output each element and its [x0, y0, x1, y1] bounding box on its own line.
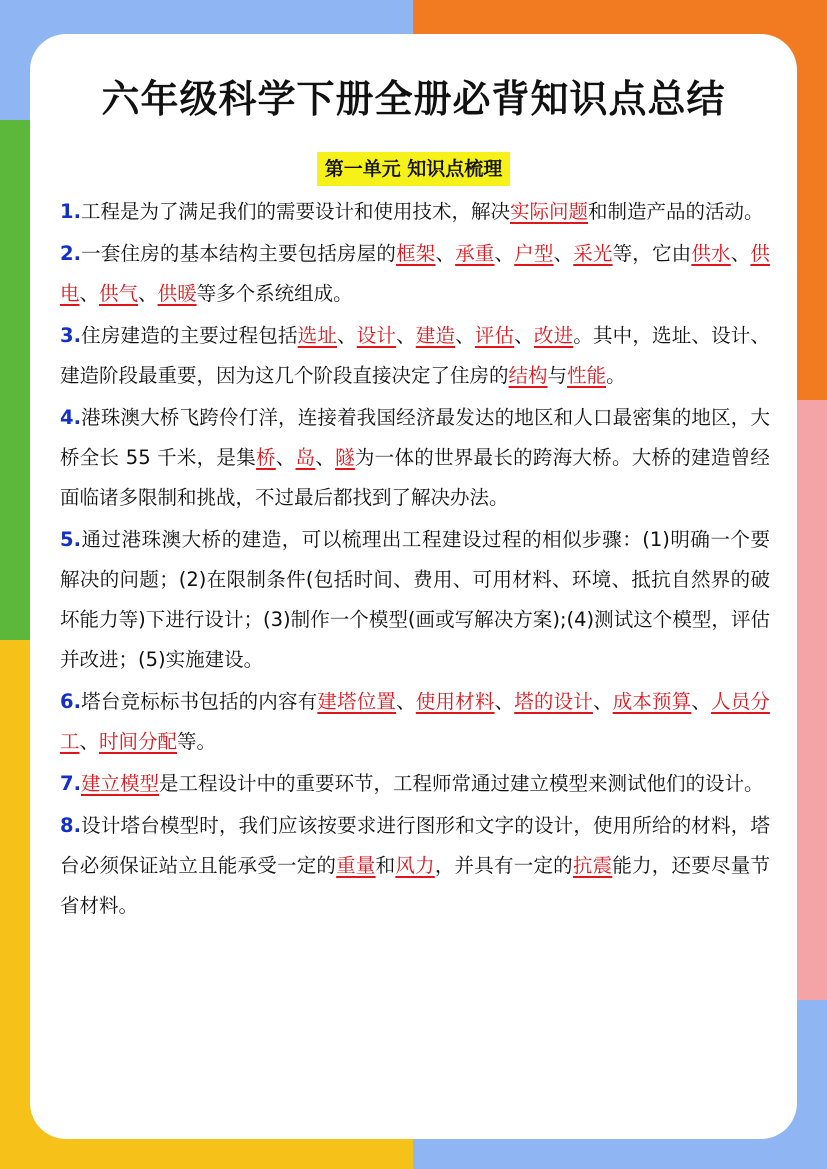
section-heading: [0, 152, 827, 186]
item-text: 、: [514, 324, 534, 347]
knowledge-item: [60, 192, 770, 232]
item-text: 通过港珠澳大桥的建造，可以梳理出工程建设过程的相似步骤：(1)明确一个要解决的问题；(2)在限制条件(包括时间、费用、可用材料、环境、抵抗自然界的破坏能力等)下进行设计；(3)制作一个模型(画或写解决方案);(4)测试这个模型，评估并改进；(5)实施建设。: [60, 528, 770, 671]
item-text: 。其中，选址、设计、建造阶段最重要，因为这几个阶段直接决定了住房的: [60, 324, 770, 387]
item-number: 1.: [60, 200, 81, 223]
key-term: 户型: [514, 242, 554, 265]
key-term: 性能: [567, 364, 607, 387]
item-text: 、: [494, 690, 515, 713]
key-term: 岛: [295, 446, 316, 469]
item-text: 为一体的世界最长的跨海大桥。大桥的建造曾经面临诸多限制和挑战，不过最后都找到了解决办法。: [60, 446, 770, 509]
item-text: 、: [396, 324, 416, 347]
key-term: 风力: [395, 854, 435, 877]
item-text: 、: [691, 690, 712, 713]
key-term: 供水: [691, 242, 731, 265]
key-term: 成本预算: [612, 690, 692, 713]
key-term: 设计: [356, 324, 397, 347]
item-text: 和制造产品的活动。: [588, 200, 764, 223]
key-term: 建造: [415, 324, 456, 347]
item-text: 一套住房的基本结构主要包括房屋的: [80, 242, 397, 265]
key-term: 供气: [99, 282, 139, 305]
item-text: 、: [553, 242, 574, 265]
key-term: 框架: [396, 242, 436, 265]
item-text: 等。: [177, 730, 217, 753]
item-number: 2.: [60, 242, 81, 265]
item-number: 8.: [60, 814, 81, 837]
item-number: 5.: [60, 528, 81, 551]
item-text: 、: [79, 730, 100, 753]
section-label: 第一单元 知识点梳理: [317, 152, 511, 186]
key-term: 使用材料: [415, 690, 495, 713]
item-text: 、: [138, 282, 158, 305]
item-text: 、: [455, 324, 475, 347]
item-text: 、: [396, 690, 416, 713]
key-term: 建立模型: [80, 772, 159, 795]
key-term: 时间分配: [99, 730, 178, 753]
key-term: 人员分工: [60, 690, 770, 753]
item-text: 设计塔台模型时，我们应该按要求进行图形和文字的设计，使用所给的材料，塔台必须保证站立且能承受一定的: [60, 814, 770, 877]
item-text: 塔台竞标标书包括的内容有: [80, 690, 318, 713]
item-number: 3.: [60, 324, 81, 347]
page-title: 六年级科学下册全册必背知识点总结: [101, 76, 726, 121]
key-term: 重量: [336, 854, 376, 877]
item-text: 等，它由: [612, 242, 692, 265]
item-text: 。: [606, 364, 626, 387]
knowledge-item: [60, 764, 770, 804]
key-term: 隧: [335, 446, 355, 469]
knowledge-item: [60, 316, 770, 396]
item-text: ，并具有一定的: [434, 854, 573, 877]
key-term: 抗震: [572, 854, 613, 877]
key-term: 评估: [474, 324, 515, 347]
item-text: 港珠澳大桥飞跨伶仃洋，连接着我国经济最发达的地区和人口最密集的地区，大桥全长 55 千米，是集: [60, 406, 770, 469]
item-text: 、: [435, 242, 456, 265]
knowledge-item: [60, 682, 770, 762]
key-term: 改进: [533, 324, 574, 347]
item-text: 是工程设计中的重要环节，工程师常通过建立模型来测试他们的设计。: [159, 772, 764, 795]
item-text: 、: [315, 446, 336, 469]
key-term: 供电: [60, 242, 770, 305]
item-text: 住房建造的主要过程包括: [80, 324, 298, 347]
knowledge-item: [60, 806, 770, 926]
item-number: 4.: [60, 406, 81, 429]
item-text: 、: [275, 446, 296, 469]
key-term: 供暖: [157, 282, 197, 305]
knowledge-item: [60, 234, 770, 314]
knowledge-item: [60, 520, 770, 680]
key-term: 选址: [297, 324, 338, 347]
item-text: 等多个系统组成。: [196, 282, 353, 305]
item-text: 能力，还要尽量节省材料。: [60, 854, 770, 917]
item-number: 7.: [60, 772, 81, 795]
item-number: 6.: [60, 690, 81, 713]
key-term: 塔的设计: [514, 690, 593, 713]
item-text: 、: [494, 242, 515, 265]
key-term: 结构: [508, 364, 548, 387]
item-text: 与: [547, 364, 568, 387]
item-text: 、: [592, 690, 613, 713]
key-term: 建塔位置: [317, 690, 397, 713]
key-term: 承重: [455, 242, 495, 265]
knowledge-item: [60, 398, 770, 518]
item-text: 工程是为了满足我们的需要设计和使用技术，解决: [80, 200, 510, 223]
item-text: 、: [337, 324, 357, 347]
key-term: 实际问题: [510, 200, 589, 223]
key-term: 采光: [573, 242, 613, 265]
item-text: 、: [79, 282, 100, 305]
knowledge-list: [60, 192, 770, 928]
key-term: 桥: [255, 446, 276, 469]
item-text: 、: [730, 242, 751, 265]
item-text: 和: [375, 854, 396, 877]
